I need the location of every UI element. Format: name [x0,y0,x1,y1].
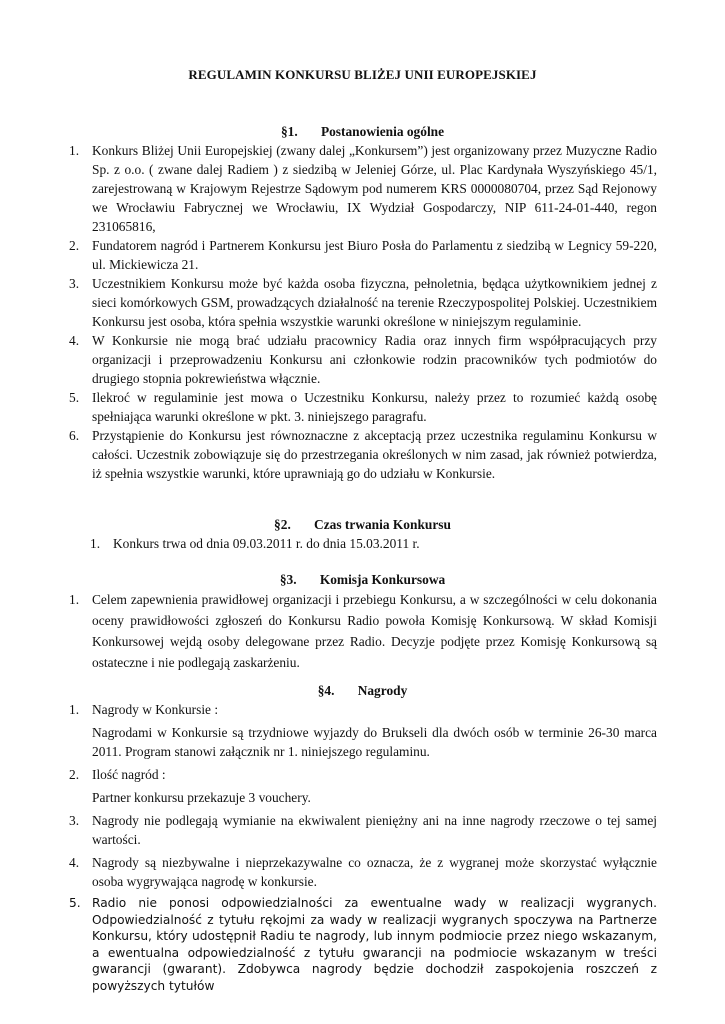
list-item [0,331,725,388]
list-item [0,811,725,849]
section-list [0,700,725,994]
list-item [0,388,725,426]
item-text: Nagrody w Konkursie : [92,702,219,717]
section-title: Postanowienia ogólne [320,124,445,139]
section-title: Nagrody [357,683,408,698]
item-text: Ilekroć w regulaminie jest mowa o Uczestniku Konkursu, należy przez to rozumieć każdą osobę spełniająca warunki określone w pkt. 3. niniejszego paragrafu. [92,390,657,424]
section-heading [0,570,725,589]
item-number: 2. [69,238,80,253]
item-text: Nagrody nie podlegają wymianie na ekwiwalent pieniężny ani na inne nagrody rzeczowe o tej samej wartości. [92,813,657,847]
document-title: REGULAMIN KONKURSU BLIŻEJ UNII EUROPEJSKIEJ [188,67,537,82]
section-number: §2. [274,517,291,532]
item-text: Celem zapewnienia prawidłowej organizacji i przebiegu Konkursu, a w szczególności w celu dokonania oceny prawidłowości zgłoszeń do Konkursu Radio powoła Komisję Konkursową. W skład Komisji Konkursowej wejdą osoby delegowane przez Radio. Decyzje podjęte przez Komisję Konkursową są ostateczne i nie podlegają zaskarżeniu. [92,592,657,670]
section-number: §4. [317,683,335,698]
item-text: W Konkursie nie mogą brać udziału pracownicy Radia oraz innych firm współpracujących przy organizacji i przeprowadzeniu Konkursu ani członkowie rodzin pracowników tych podmiotów do drugiego stopnia pokrewieństwa włącznie. [92,333,657,386]
item-text: Fundatorem nagród i Partnerem Konkursu jest Biuro Posła do Parlamentu z siedzibą w Legnicy 59-220, ul. Mickiewicza 21. [92,238,657,272]
item-number: 5. [69,390,80,405]
item-number: 2. [69,767,80,782]
item-text: Konkurs Bliżej Unii Europejskiej (zwany dalej „Konkursem”) jest organizowany przez Muzyczne Radio Sp. z o.o. ( zwane dalej Radiem ) z siedzibą w Jeleniej Górze, ul. Plac Kardynała Wyszyńskiego 45/1, zarejestrowaną w Krajowym Rejestrze Sądowym pod numerem KRS 0000080704, przez Sąd Rejonowy we Wrocławiu Fabrycznej we Wrocławiu, IX Wydział Gospodarczy, NIP 611-24-01-440, regon 231065816, [92,143,657,234]
section-heading [0,681,725,700]
list-item [0,426,725,483]
item-number: 1. [69,592,80,607]
item-text: Ilość nagród : [92,767,166,782]
list-item [0,589,725,673]
item-text: Nagrody są niezbywalne i nieprzekazywalne co oznacza, że z wygranej może skorzystać wyłącznie osoba wygrywająca nagrodę w konkursie. [92,855,657,889]
section-number: §3. [279,572,297,587]
list-item [0,895,725,994]
item-subtext: Partner konkursu przekazuje 3 vouchery. [92,790,311,805]
item-number: 6. [69,428,80,443]
section-title: Komisja Konkursowa [319,572,446,587]
section-heading [0,122,725,141]
item-text: Przystąpienie do Konkursu jest równoznaczne z akceptacją przez uczestnika regulaminu Konkursu w całości. Uczestnik zobowiązuje się do przestrzegania określonych w nim zasad, jak również potwierdza, iż spełnia wszystkie warunki, które uprawniają go do udziału w Konkursie. [92,428,657,481]
section-3 [0,570,725,673]
item-number: 4. [69,855,80,870]
item-number: 5. [69,896,81,910]
list-item [0,236,725,274]
item-text: Uczestnikiem Konkursu może być każda osoba fizyczna, pełnoletnia, będąca użytkownikiem jednej z sieci komórkowych GSM, prowadzących działalność na terenie Rzeczypospolitej Polskiej. Uczestnikiem Konkursu jest osoba, która spełnia wszystkie warunki określone w niniejszym regulaminie. [92,276,657,329]
list-item [0,765,725,807]
section-2 [0,515,725,553]
item-number: 4. [69,333,80,348]
list-item [0,141,725,236]
section-list [0,141,725,483]
item-number: 1. [90,536,101,551]
list-item [0,853,725,891]
section-1 [0,122,725,483]
item-subtext: Nagrodami w Konkursie są trzydniowe wyjazdy do Brukseli dla dwóch osób w terminie 26-30 marca 2011. Program stanowi załącznik nr 1. niniejszego regulaminu. [92,725,657,759]
section-list [0,534,725,553]
section-list [0,589,725,673]
item-text: Konkurs trwa od dnia 09.03.2011 r. do dnia 15.03.2011 r. [113,536,420,551]
item-number: 3. [69,276,80,291]
list-item [0,700,725,761]
list-item [0,534,725,553]
section-title: Czas trwania Konkursu [314,517,451,532]
item-number: 1. [69,143,80,158]
item-text: Radio nie ponosi odpowiedzialności za ewentualne wady w realizacji wygranych. Odpowiedzialność z tytułu rękojmi za wady w realizacji wygranych spoczywa na Partnerze Konkursu, który udostępnił Radiu te nagrody, lub innym podmiocie przez niego wskazanym, a ewentualna odpowiedzialność z tytułu gwarancji na podmiocie wskazanym w treści gwarancji (gwarant). Zdobywca nagrody będzie dochodził zaspokojenia roszczeń z powyższych tytułów [92,896,657,993]
section-heading [0,515,725,534]
list-item [0,274,725,331]
item-number: 3. [69,813,80,828]
section-number: §1. [280,124,298,139]
item-number: 1. [69,702,80,717]
section-4 [0,681,725,994]
